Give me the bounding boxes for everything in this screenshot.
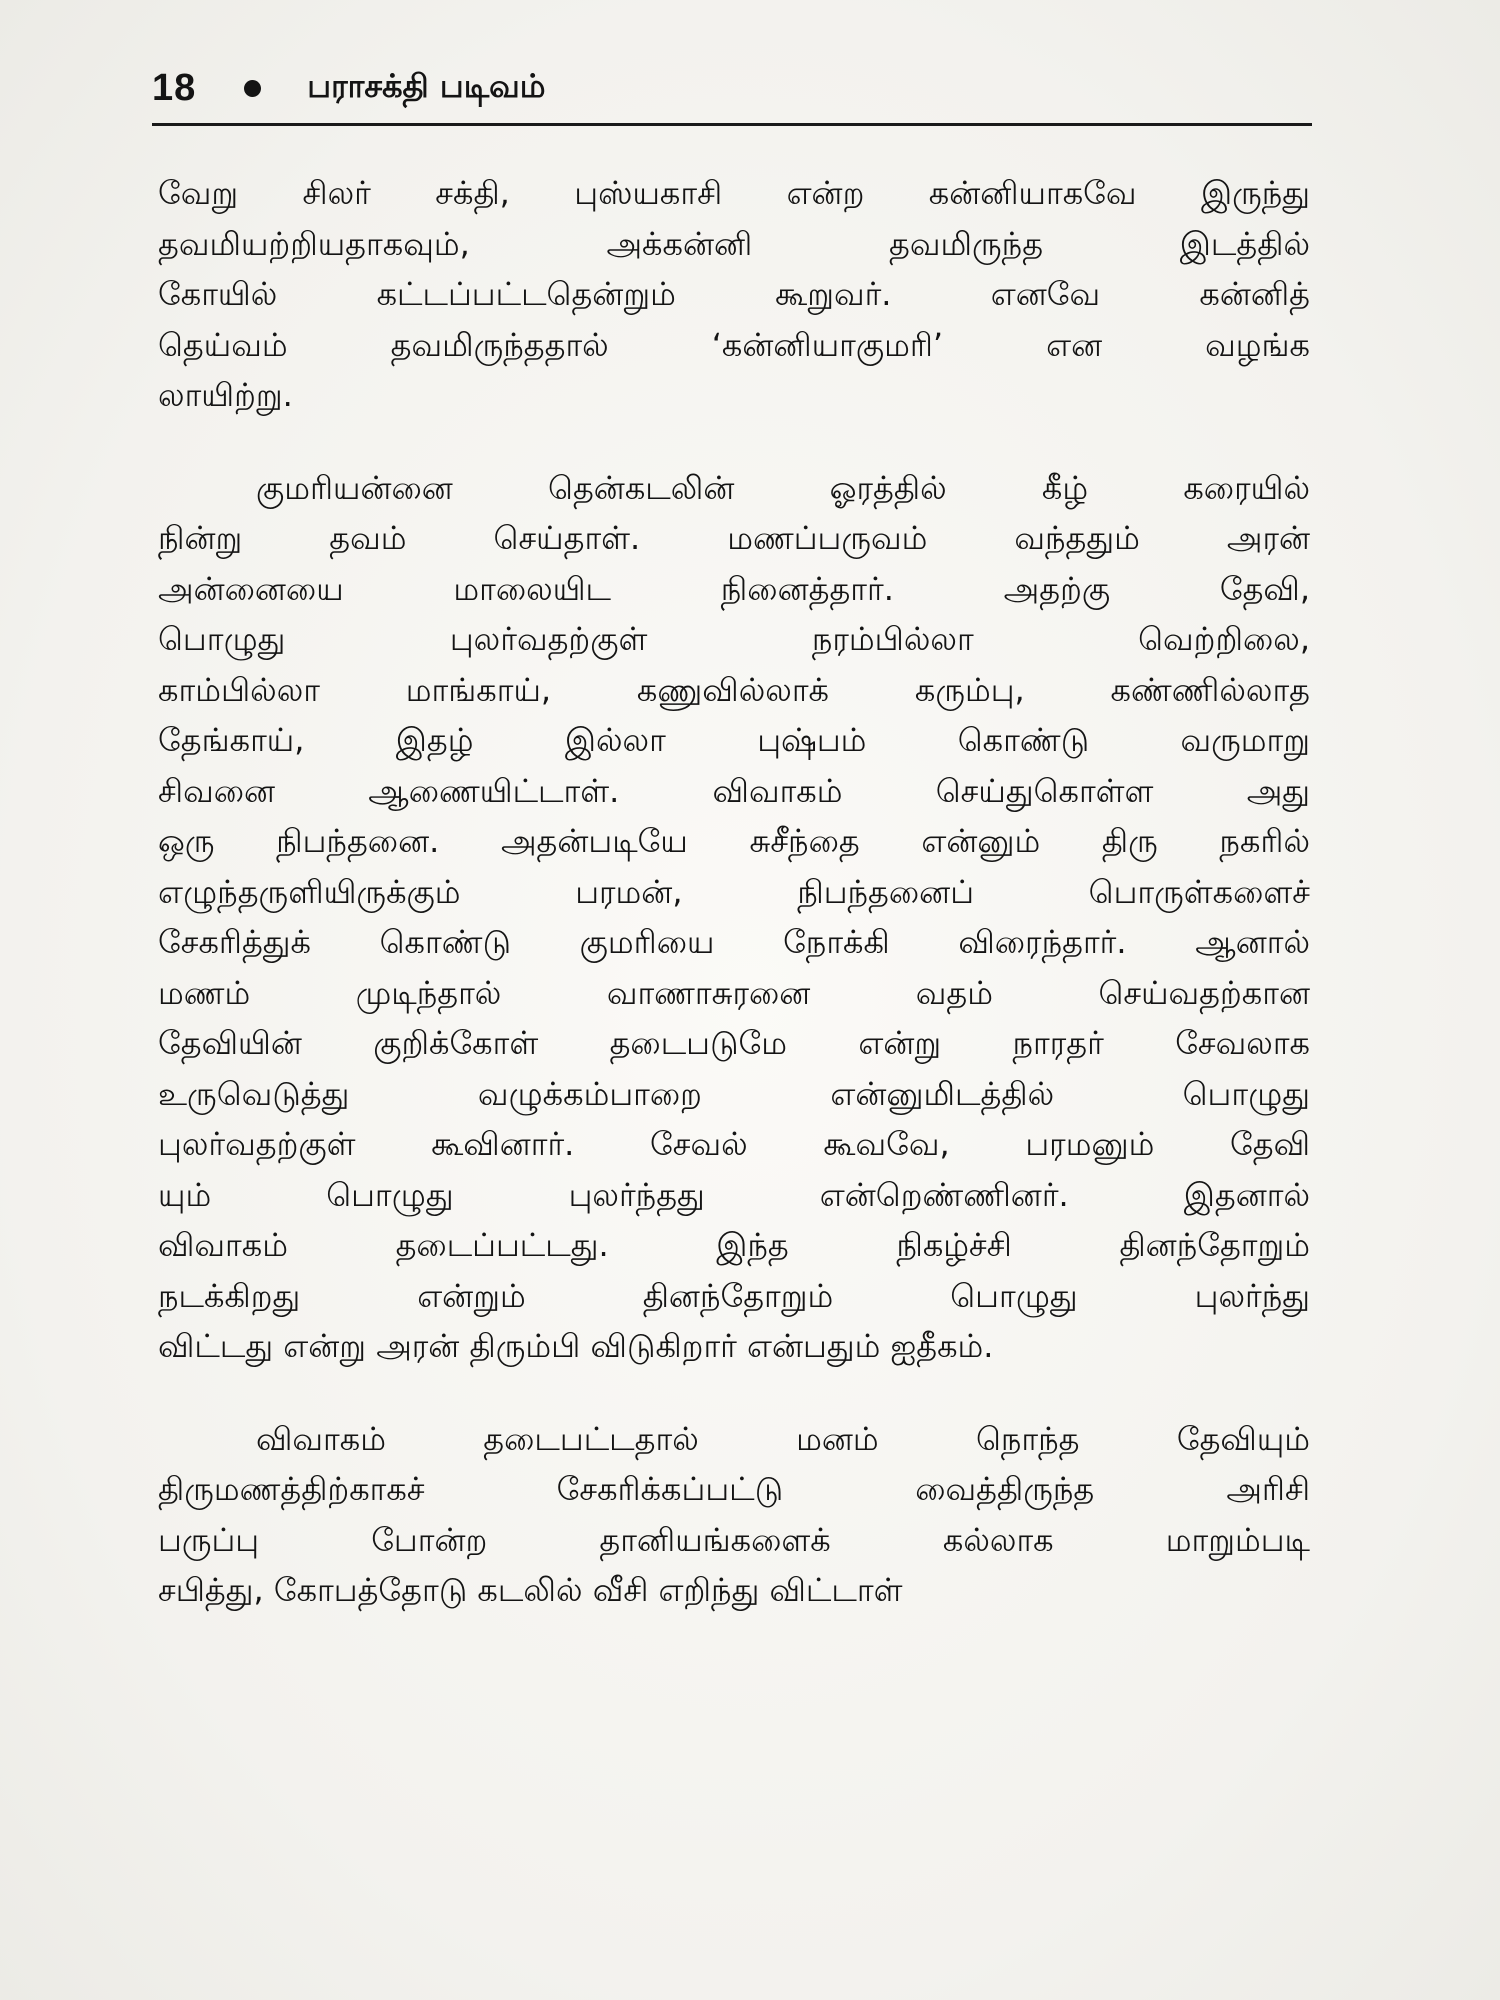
page-header [152,58,1312,118]
text-line: விட்டது என்று அரன் திரும்பி விடுகிறார் என்பதும் ஐதீகம். [158,1327,994,1365]
header-rule [152,123,1312,126]
bullet-icon [244,80,261,97]
text-line: பொழுது புலர்வதற்குள் நரம்பில்லா வெற்றிலை, [158,620,1310,658]
text-line: திருமணத்திற்காகச் சேகரிக்கப்பட்டு வைத்திருந்த அரிசி [158,1470,1310,1508]
text-line: சிவனை ஆணையிட்டாள். விவாகம் செய்துகொள்ள அது [158,771,1310,810]
text-line: ஒரு நிபந்தனை. அதன்படியே சுசீந்தை என்னும் திரு நகரில் [158,822,1310,860]
text-line: விவாகம் தடைப்பட்டது. இந்த நிகழ்ச்சி தினந்தோறும் [158,1226,1310,1264]
text-line: காம்பில்லா மாங்காய், கணுவில்லாக் கரும்பு, கண்ணில்லாத [158,670,1310,709]
text-line: லாயிற்று. [158,376,293,414]
text-line: சபித்து, கோபத்தோடு கடலில் வீசி எறிந்து விட்டாள் [158,1571,903,1609]
text-line: விவாகம் தடைபட்டதால் மனம் நொந்த தேவியும் [256,1419,1310,1458]
text-line: நின்று தவம் செய்தாள். மணப்பருவம் வந்ததும் அரன் [158,519,1310,557]
text-line: மணம் முடிந்தால் வாணாசுரனை வதம் செய்வதற்கான [158,973,1310,1012]
text-line: தேவியின் குறிக்கோள் தடைபடுமே என்று நாரதர் சேவலாக [158,1024,1310,1062]
paragraph [158,463,1310,1372]
text-line: பருப்பு போன்ற தானியங்களைக் கல்லாக மாறும்படி [158,1520,1310,1559]
text-line: கோயில் கட்டப்பட்டதென்றும் கூறுவர். எனவே கன்னித் [158,275,1310,313]
text-line: எழுந்தருளியிருக்கும் பரமன், நிபந்தனைப் பொருள்களைச் [158,872,1310,911]
running-title: பராசக்தி படிவம் [307,67,546,105]
paragraph [158,1414,1310,1616]
text-line: தேங்காய், இதழ் இல்லா புஷ்பம் கொண்டு வருமாறு [158,721,1310,759]
paragraph [158,168,1310,421]
text-line: தவமியற்றியதாகவும், அக்கன்னி தவமிருந்த இடத்தில் [158,224,1310,263]
page-number: 18 [152,66,197,109]
text-line: அன்னையை மாலையிட நினைத்தார். அதற்கு தேவி, [158,569,1310,608]
text-line: குமரியன்னை தென்கடலின் ஓரத்தில் கீழ் கரையில் [256,468,1310,507]
text-line: வேறு சிலர் சக்தி, புஸ்யகாசி என்ற கன்னியாகவே இருந்து [158,174,1310,212]
text-line: சேகரித்துக் கொண்டு குமரியை நோக்கி விரைந்தார். ஆனால் [158,923,1310,961]
text-line: உருவெடுத்து வழுக்கம்பாறை என்னுமிடத்தில் பொழுது [158,1074,1310,1113]
text-line: தெய்வம் தவமிருந்ததால் ‘கன்னியாகுமரி’ என வழங்க [158,325,1310,364]
text-line: புலர்வதற்குள் கூவினார். சேவல் கூவவே, பரமனும் தேவி [158,1125,1310,1163]
text-line: நடக்கிறது என்றும் தினந்தோறும் பொழுது புலர்ந்து [158,1276,1310,1315]
body-text [158,168,1310,1616]
text-line: யும் பொழுது புலர்ந்தது என்றெண்ணினர். இதனால் [158,1175,1310,1214]
